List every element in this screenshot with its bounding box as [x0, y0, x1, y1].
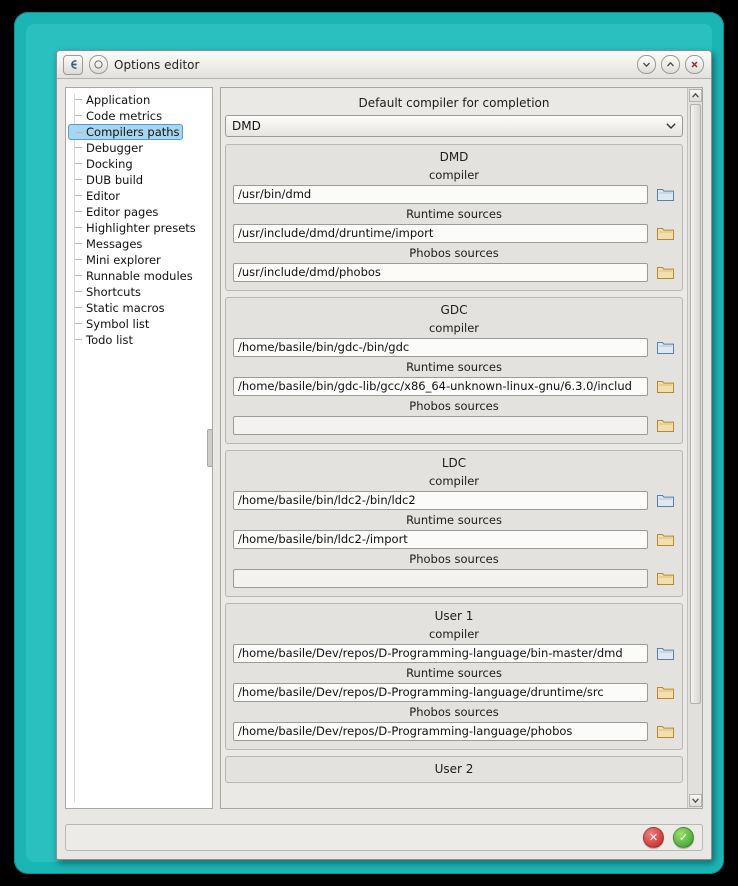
window-title: Options editor — [114, 57, 200, 72]
sidebar-item-label: Symbol list — [86, 317, 150, 331]
field-row — [233, 184, 675, 204]
sidebar-item-symbol-list[interactable] — [68, 316, 210, 332]
field-label: compiler — [428, 168, 480, 182]
scroll-up-button[interactable] — [689, 89, 702, 102]
sidebar-item-messages[interactable] — [68, 236, 210, 252]
user1-runtime-sources-input[interactable]: /home/basile/Dev/repos/D-Programming-language/druntime/src — [233, 683, 648, 702]
folder-icon[interactable] — [655, 223, 675, 243]
sidebar-item-label: Compilers paths — [86, 125, 180, 139]
group-user-1 — [225, 603, 683, 750]
sidebar-item-highlighter-presets[interactable] — [68, 220, 210, 236]
group-gdc — [225, 297, 683, 444]
sidebar-item-label: Messages — [86, 237, 143, 251]
scroll-down-button[interactable] — [689, 794, 702, 807]
sidebar-item-application[interactable] — [68, 92, 210, 108]
field-label: Phobos sources — [409, 705, 499, 719]
pane-scroll-content — [221, 88, 687, 808]
sidebar-item-label: Shortcuts — [86, 285, 141, 299]
folder-icon[interactable] — [655, 682, 675, 702]
gdc-phobos-sources-input[interactable] — [233, 416, 648, 435]
group-user-2 — [225, 756, 683, 783]
field-label: Phobos sources — [409, 552, 499, 566]
sidebar-item-debugger[interactable] — [68, 140, 210, 156]
field-row — [233, 415, 675, 435]
field-row — [233, 376, 675, 396]
sidebar-item-label: Runnable modules — [86, 269, 193, 283]
sidebar-item-todo-list[interactable] — [68, 332, 210, 348]
window-titlebar[interactable] — [57, 51, 711, 79]
gdc-compiler-input[interactable]: /home/basile/bin/gdc-/bin/gdc — [233, 338, 648, 357]
folder-icon[interactable] — [655, 643, 675, 663]
sidebar-item-editor[interactable] — [68, 188, 210, 204]
group-ldc — [225, 450, 683, 597]
field-row — [233, 721, 675, 741]
field-label: Phobos sources — [409, 399, 499, 413]
accept-button[interactable]: ✓ — [673, 827, 694, 848]
splitter-handle[interactable] — [207, 429, 213, 467]
ldc-runtime-sources-input[interactable]: /home/basile/bin/ldc2-/import — [233, 530, 648, 549]
sidebar-item-static-macros[interactable] — [68, 300, 210, 316]
sidebar-item-label: Mini explorer — [86, 253, 161, 267]
sidebar-item-label: Highlighter presets — [86, 221, 196, 235]
sidebar-item-label: Editor — [86, 189, 121, 203]
sidebar-item-dub-build[interactable] — [68, 172, 210, 188]
cancel-button[interactable]: ✕ — [643, 827, 664, 848]
folder-icon[interactable] — [655, 721, 675, 741]
field-row — [233, 337, 675, 357]
sidebar-item-label: Todo list — [86, 333, 133, 347]
folder-icon[interactable] — [655, 490, 675, 510]
field-row — [233, 568, 675, 588]
scroll-thumb[interactable] — [690, 104, 701, 704]
dmd-compiler-input[interactable]: /usr/bin/dmd — [233, 185, 648, 204]
dmd-phobos-sources-input[interactable]: /usr/include/dmd/phobos — [233, 263, 648, 282]
sidebar-item-label: Code metrics — [86, 109, 163, 123]
field-label: compiler — [428, 627, 480, 641]
sidebar-item-code-metrics[interactable] — [68, 108, 210, 124]
group-title: LDC — [441, 456, 467, 470]
sidebar-item-compilers-paths[interactable] — [68, 124, 183, 140]
group-dmd — [225, 144, 683, 291]
default-compiler-value: DMD — [232, 119, 261, 133]
sidebar-item-label: Debugger — [86, 141, 143, 155]
sidebar-item-editor-pages[interactable] — [68, 204, 210, 220]
field-row — [233, 223, 675, 243]
field-row — [233, 682, 675, 702]
folder-icon[interactable] — [655, 262, 675, 282]
field-label: Runtime sources — [406, 513, 502, 527]
desktop-background — [14, 12, 724, 874]
field-label: Runtime sources — [406, 207, 502, 221]
titlebar-help-button[interactable] — [89, 55, 108, 74]
folder-icon[interactable] — [655, 415, 675, 435]
sidebar-item-label: Docking — [86, 157, 133, 171]
group-title: GDC — [440, 303, 468, 317]
close-button[interactable] — [685, 55, 704, 74]
ldc-phobos-sources-input[interactable] — [233, 569, 648, 588]
minimize-button[interactable] — [637, 55, 656, 74]
dmd-runtime-sources-input[interactable]: /usr/include/dmd/druntime/import — [233, 224, 648, 243]
field-label: Runtime sources — [406, 360, 502, 374]
folder-icon[interactable] — [655, 184, 675, 204]
folder-icon[interactable] — [655, 376, 675, 396]
sidebar-item-docking[interactable] — [68, 156, 210, 172]
chevron-down-icon — [666, 123, 676, 129]
window-body — [57, 79, 711, 817]
field-label: compiler — [428, 321, 480, 335]
folder-icon[interactable] — [655, 529, 675, 549]
sidebar-item-label: Static macros — [86, 301, 165, 315]
sidebar-item-shortcuts[interactable] — [68, 284, 210, 300]
folder-icon[interactable] — [655, 337, 675, 357]
field-row — [233, 490, 675, 510]
pane-vertical-scrollbar[interactable] — [687, 88, 702, 808]
sidebar-item-mini-explorer[interactable] — [68, 252, 210, 268]
user1-phobos-sources-input[interactable]: /home/basile/Dev/repos/D-Programming-language/phobos — [233, 722, 648, 741]
sidebar-item-runnable-modules[interactable] — [68, 268, 210, 284]
field-row — [233, 529, 675, 549]
field-label: Phobos sources — [409, 246, 499, 260]
dialog-footer — [57, 817, 711, 859]
sidebar-item-label: DUB build — [86, 173, 144, 187]
group-title: User 2 — [434, 762, 474, 776]
user1-compiler-input[interactable]: /home/basile/Dev/repos/D-Programming-language/bin-master/dmd — [233, 644, 648, 663]
options-editor-window — [56, 50, 712, 860]
folder-icon[interactable] — [655, 568, 675, 588]
field-row — [233, 643, 675, 663]
sidebar-item-label: Application — [86, 93, 151, 107]
gdc-runtime-sources-input[interactable]: /home/basile/bin/gdc-lib/gcc/x86_64-unknown-linux-gnu/6.3.0/includ — [233, 377, 648, 396]
dialog-buttons — [65, 824, 703, 851]
compilers-paths-pane — [220, 87, 703, 809]
maximize-button[interactable] — [661, 55, 680, 74]
group-title: DMD — [439, 150, 469, 164]
options-category-tree[interactable] — [65, 87, 213, 809]
field-label: Runtime sources — [406, 666, 502, 680]
app-icon — [63, 55, 83, 75]
default-compiler-select[interactable] — [225, 115, 683, 137]
sidebar-item-label: Editor pages — [86, 205, 159, 219]
group-title: User 1 — [434, 609, 474, 623]
default-compiler-title: Default compiler for completion — [358, 96, 550, 110]
field-row — [233, 262, 675, 282]
field-label: compiler — [428, 474, 480, 488]
ldc-compiler-input[interactable]: /home/basile/bin/ldc2-/bin/ldc2 — [233, 491, 648, 510]
